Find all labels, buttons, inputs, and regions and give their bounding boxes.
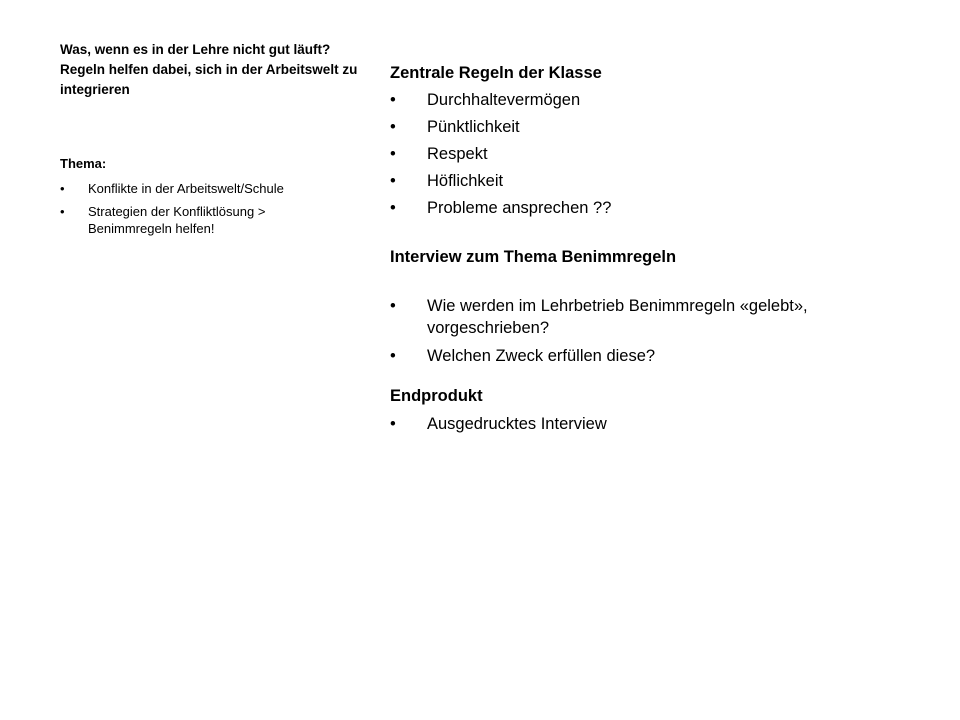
thema-list xyxy=(60,180,350,237)
list-item xyxy=(390,295,860,339)
bullet-icon: • xyxy=(390,118,396,136)
list-item-text: Ausgedrucktes Interview xyxy=(427,415,607,433)
bullet-icon: • xyxy=(390,199,396,217)
list-item xyxy=(390,89,860,111)
rules-heading: Zentrale Regeln der Klasse xyxy=(390,64,602,82)
list-item-text: Wie werden im Lehrbetrieb Benimmregeln «gelebt», vorgeschrieben? xyxy=(427,297,808,337)
interview-heading: Interview zum Thema Benimmregeln xyxy=(390,248,677,266)
slide-title: Was, wenn es in der Lehre nicht gut läuft? Regeln helfen dabei, sich in der Arbeitswelt zu integrieren xyxy=(60,42,358,97)
list-item xyxy=(390,116,860,138)
list-item-text: Höflichkeit xyxy=(427,172,504,190)
list-item-text: Probleme ansprechen ?? xyxy=(427,199,612,217)
interview-list xyxy=(390,295,860,367)
list-item xyxy=(390,413,860,435)
bullet-icon: • xyxy=(60,181,65,196)
list-item-text: Respekt xyxy=(427,145,488,163)
bullet-icon: • xyxy=(390,145,396,163)
left-column xyxy=(60,40,360,100)
list-item-text: Pünktlichkeit xyxy=(427,118,520,136)
bullet-icon: • xyxy=(60,204,65,219)
bullet-icon: • xyxy=(390,415,396,433)
product-list xyxy=(390,413,860,435)
list-item xyxy=(390,143,860,165)
list-item xyxy=(390,170,860,192)
thema-label: Thema: xyxy=(60,156,107,171)
bullet-icon: • xyxy=(390,297,396,315)
bullet-icon: • xyxy=(390,347,396,365)
right-column xyxy=(390,62,860,435)
list-item xyxy=(60,180,350,197)
product-heading: Endprodukt xyxy=(390,387,483,405)
list-item-text: Welchen Zweck erfüllen diese? xyxy=(427,347,656,365)
thema-section xyxy=(60,156,350,243)
rules-list xyxy=(390,89,860,219)
bullet-icon: • xyxy=(390,172,396,190)
list-item xyxy=(390,345,860,367)
list-item-text: Konflikte in der Arbeitswelt/Schule xyxy=(88,181,284,196)
list-item-text: Durchhaltevermögen xyxy=(427,91,581,109)
bullet-icon: • xyxy=(390,91,396,109)
list-item xyxy=(60,203,350,237)
list-item xyxy=(390,197,860,219)
list-item-text: Strategien der Konfliktlösung > Benimmregeln helfen! xyxy=(88,204,266,236)
